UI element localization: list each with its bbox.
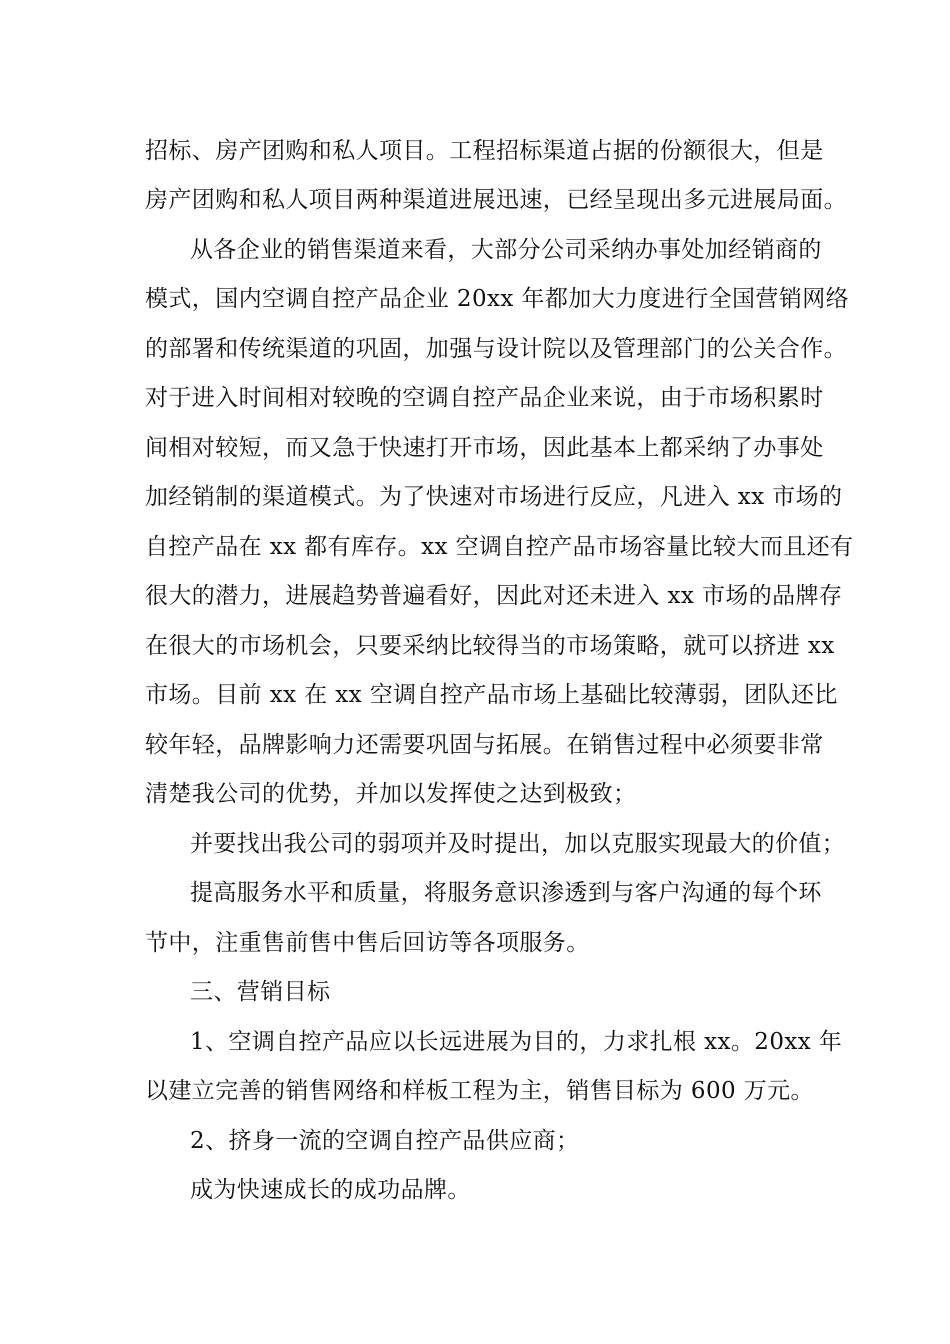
paragraph-line: 招标、房产团购和私人项目。工程招标渠道占据的份额很大，但是	[145, 138, 824, 164]
paragraph-line: 很大的潜力，进展趋势普遍看好，因此对还未进入 xx 市场的品牌存	[145, 583, 843, 609]
paragraph-line: 以建立完善的销售网络和样板工程为主，销售目标为 600 万元。	[145, 1078, 814, 1104]
paragraph-line: 从各企业的销售渠道来看，大部分公司采纳办事处加经销商的	[190, 237, 822, 263]
paragraph-line: 2、挤身一流的空调自控产品供应商；	[190, 1128, 580, 1154]
paragraph-line: 较年轻，品牌影响力还需要巩固与拓展。在销售过程中必须要非常	[145, 732, 824, 758]
paragraph-line: 并要找出我公司的弱项并及时提出，加以克服实现最大的价值；	[190, 831, 846, 857]
paragraph-line: 对于进入时间相对较晚的空调自控产品企业来说，由于市场积累时	[145, 385, 824, 411]
paragraph-line: 提高服务水平和质量，将服务意识渗透到与客户沟通的每个环	[190, 880, 822, 906]
paragraph-line: 清楚我公司的优势，并加以发挥使之达到极致；	[145, 781, 637, 807]
paragraph-line: 自控产品在 xx 都有库存。xx 空调自控产品市场容量比较大而且还有	[145, 534, 854, 560]
paragraph-line: 1、空调自控产品应以长远进展为目的，力求扎根 xx。20xx 年	[190, 1029, 843, 1055]
paragraph-line: 成为快速成长的成功品牌。	[190, 1177, 471, 1203]
section-heading: 三、营销目标	[190, 979, 331, 1005]
paragraph-line: 间相对较短，而又急于快速打开市场，因此基本上都采纳了办事处	[145, 435, 824, 461]
paragraph-line: 的部署和传统渠道的巩固，加强与设计院以及管理部门的公关合作。	[145, 336, 847, 362]
paragraph-line: 节中，注重售前售中售后回访等各项服务。	[145, 930, 590, 956]
paragraph-line: 市场。目前 xx 在 xx 空调自控产品市场上基础比较薄弱，团队还比	[145, 682, 838, 708]
paragraph-line: 模式，国内空调自控产品企业 20xx 年都加大力度进行全国营销网络	[145, 286, 850, 312]
paragraph-line: 房产团购和私人项目两种渠道进展迅速，已经呈现出多元进展局面。	[145, 187, 847, 213]
paragraph-line: 加经销制的渠道模式。为了快速对市场进行反应，凡进入 xx 市场的	[145, 484, 843, 510]
paragraph-line: 在很大的市场机会，只要采纳比较得当的市场策略，就可以挤进 xx	[145, 633, 835, 659]
